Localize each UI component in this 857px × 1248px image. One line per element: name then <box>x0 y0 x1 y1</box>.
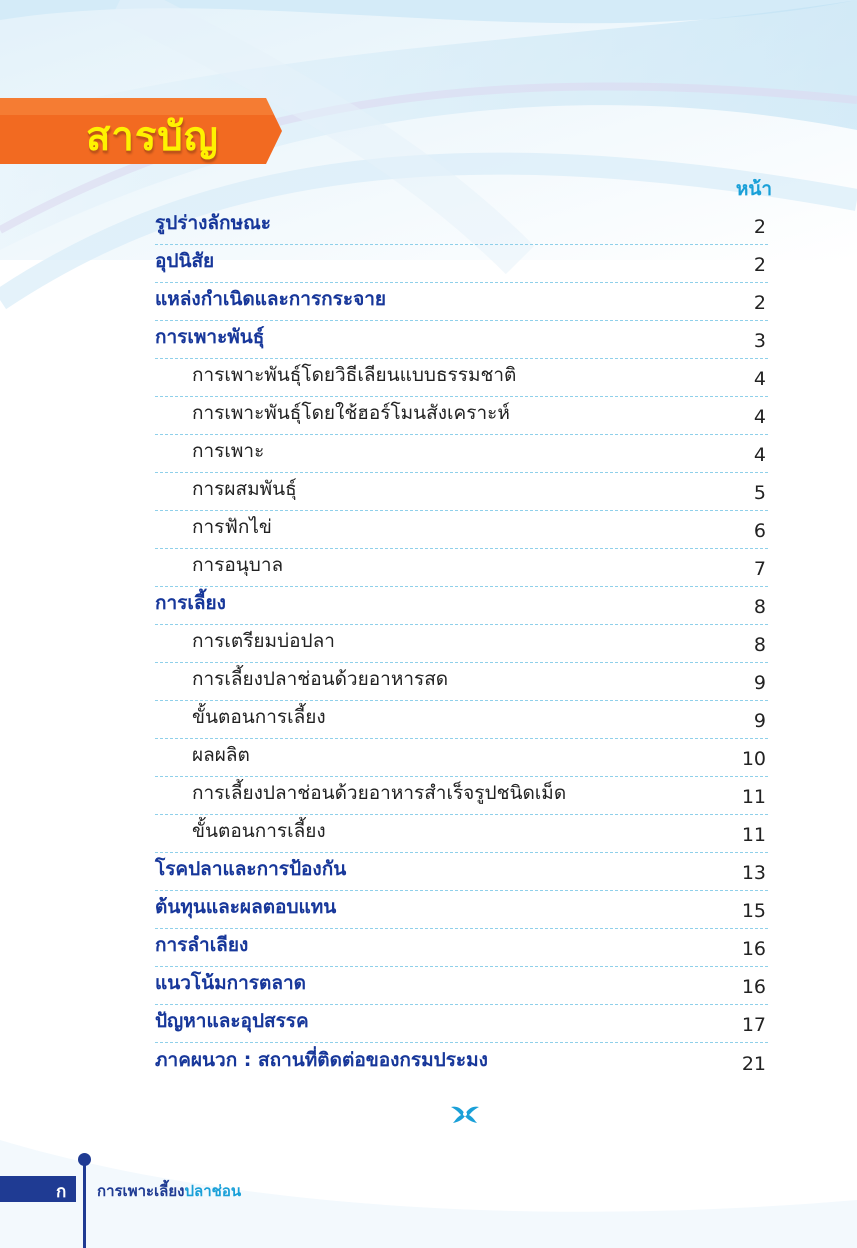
toc-entry[interactable] <box>155 587 768 625</box>
toc-entry-page: 5 <box>753 482 766 504</box>
toc-entry[interactable] <box>155 207 768 245</box>
toc-entry[interactable] <box>155 397 768 435</box>
toc-entry-page: 2 <box>753 216 766 238</box>
toc-entry-title: การเพาะพันธุ์ <box>155 326 265 348</box>
toc-entry-page: 8 <box>753 596 766 618</box>
page-number: ก <box>56 1182 67 1202</box>
fish-ornament-icon <box>449 1103 481 1125</box>
toc-entry-title: การเพาะ <box>192 440 265 462</box>
toc-entry[interactable] <box>155 549 768 587</box>
toc-entry-page: 6 <box>753 520 766 542</box>
toc-entry-title: การเลี้ยง <box>155 592 226 614</box>
toc-entry-page: 11 <box>741 824 766 846</box>
toc-entry-page: 17 <box>741 1014 766 1036</box>
toc-entry[interactable] <box>155 815 768 853</box>
toc-entry-title: แนวโน้มการตลาด <box>155 972 306 994</box>
toc-entry[interactable] <box>155 511 768 549</box>
toc-entry-title: การเลี้ยงปลาช่อนด้วยอาหารสำเร็จรูปชนิดเม็ด <box>192 782 567 804</box>
toc-entry-page: 11 <box>741 786 766 808</box>
toc-entry[interactable] <box>155 1005 768 1043</box>
toc-entry-title: การเพาะพันธุ์โดยวิธีเลียนแบบธรรมชาติ <box>192 364 517 386</box>
toc-entry[interactable] <box>155 891 768 929</box>
footer-divider <box>83 1159 86 1248</box>
toc-entry-title: การผสมพันธุ์ <box>192 478 297 500</box>
toc-entry[interactable] <box>155 359 768 397</box>
toc-entry-page: 2 <box>753 292 766 314</box>
toc-entry-title: การเลี้ยงปลาช่อนด้วยอาหารสด <box>192 668 449 690</box>
toc-entry-title: การเตรียมบ่อปลา <box>192 630 335 652</box>
toc-entry-title: ขั้นตอนการเลี้ยง <box>192 820 326 842</box>
toc-entry-page: 8 <box>753 634 766 656</box>
toc-entry-page: 15 <box>741 900 766 922</box>
toc-entry[interactable] <box>155 739 768 777</box>
toc-entry-page: 3 <box>753 330 766 352</box>
toc-entry[interactable] <box>155 283 768 321</box>
toc-entry[interactable] <box>155 663 768 701</box>
toc-entry-title: การอนุบาล <box>192 554 284 576</box>
toc-entry[interactable] <box>155 853 768 891</box>
toc-entry-page: 4 <box>753 368 766 390</box>
footer-dot <box>78 1153 91 1166</box>
toc-entry-title: ผลผลิต <box>192 744 250 766</box>
toc-entry-page: 9 <box>753 672 766 694</box>
toc-entry-page: 16 <box>741 938 766 960</box>
toc-entry-page: 7 <box>753 558 766 580</box>
toc-entry[interactable] <box>155 777 768 815</box>
toc-entry-page: 13 <box>741 862 766 884</box>
toc-entry[interactable] <box>155 967 768 1005</box>
toc-entry[interactable] <box>155 473 768 511</box>
table-of-contents <box>155 207 768 1081</box>
toc-entry[interactable] <box>155 321 768 359</box>
toc-entry[interactable] <box>155 701 768 739</box>
toc-entry-page: 10 <box>741 748 766 770</box>
toc-entry-title: การฟักไข่ <box>192 516 272 538</box>
toc-entry-page: 2 <box>753 254 766 276</box>
toc-entry[interactable] <box>155 929 768 967</box>
toc-entry[interactable] <box>155 625 768 663</box>
toc-entry-page: 16 <box>741 976 766 998</box>
toc-entry[interactable] <box>155 245 768 283</box>
toc-entry-title: การเพาะพันธุ์โดยใช้ฮอร์โมนสังเคราะห์ <box>192 402 510 424</box>
book-title-highlight: ปลาช่อน <box>184 1182 242 1200</box>
toc-entry-title: ภาคผนวก : สถานที่ติดต่อของกรมประมง <box>155 1049 488 1071</box>
book-title <box>97 1179 241 1203</box>
toc-entry-title: ต้นทุนและผลตอบแทน <box>155 896 337 918</box>
toc-entry-title: โรคปลาและการป้องกัน <box>155 858 347 880</box>
toc-entry-page: 4 <box>753 444 766 466</box>
toc-entry-title: แหล่งกำเนิดและการกระจาย <box>155 288 387 310</box>
toc-entry-title: อุปนิสัย <box>155 250 215 272</box>
book-title-prefix: การเพาะเลี้ยง <box>97 1182 185 1200</box>
toc-entry[interactable] <box>155 435 768 473</box>
toc-entry-page: 21 <box>741 1053 766 1075</box>
page-title: สารบัญ <box>86 114 219 160</box>
toc-entry-title: ปัญหาและอุปสรรค <box>155 1010 309 1032</box>
toc-entry-title: ขั้นตอนการเลี้ยง <box>192 706 326 728</box>
toc-entry-title: รูปร่างลักษณะ <box>155 212 271 234</box>
toc-entry[interactable] <box>155 1043 768 1081</box>
page-column-header: หน้า <box>735 178 772 200</box>
toc-entry-page: 9 <box>753 710 766 732</box>
toc-entry-page: 4 <box>753 406 766 428</box>
toc-entry-title: การลำเลียง <box>155 934 249 956</box>
